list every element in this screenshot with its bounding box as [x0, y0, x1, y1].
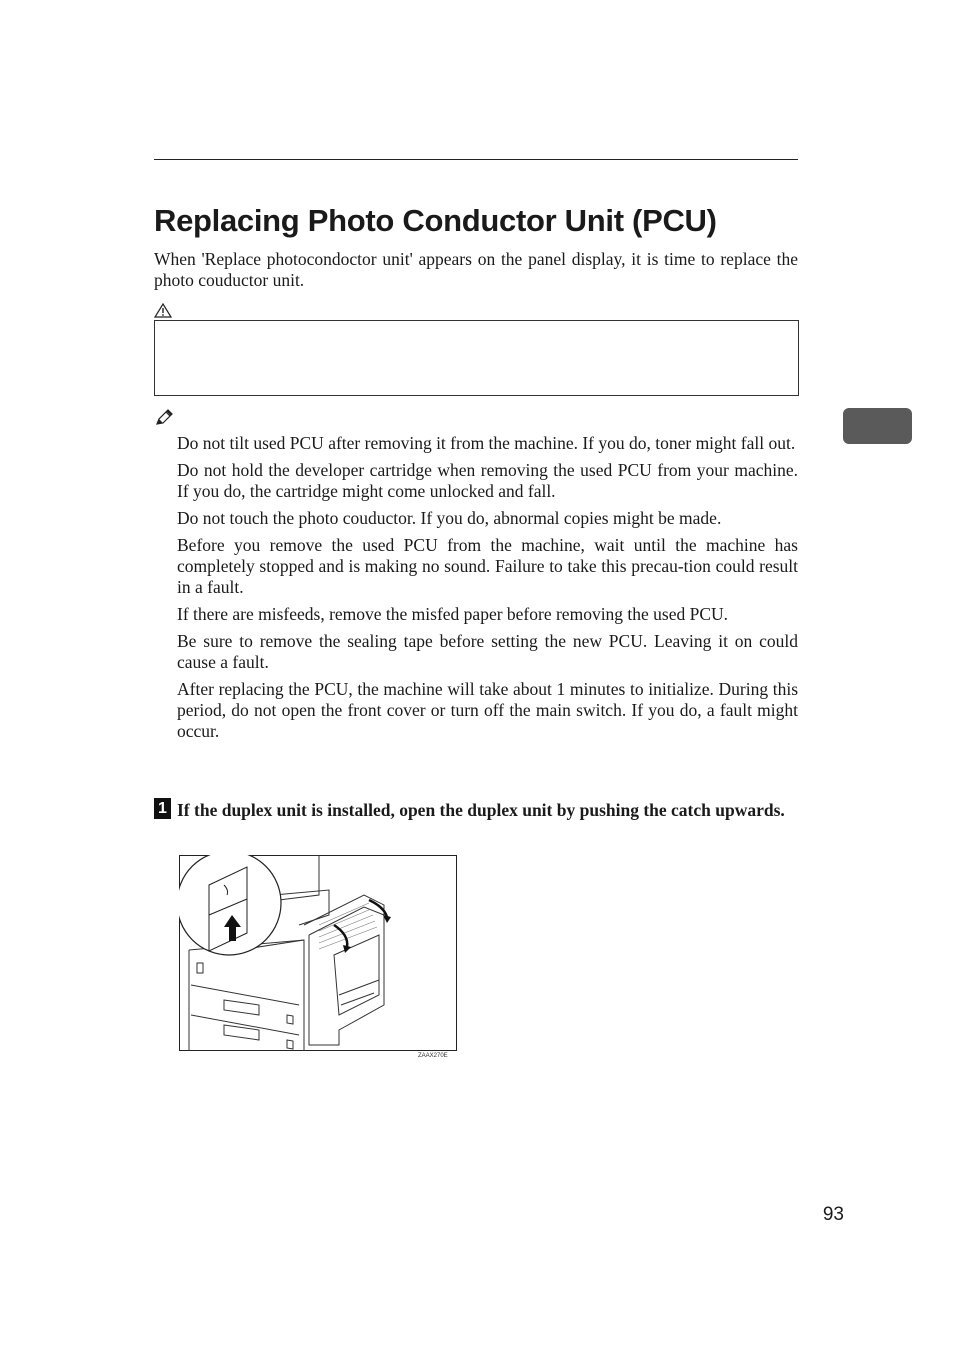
caution-box — [154, 320, 799, 396]
intro-paragraph: When 'Replace photocondoctor unit' appears on the panel display, it is time to replace the photo couductor unit. — [154, 249, 798, 290]
step-number-badge: 1 — [154, 798, 171, 819]
chapter-thumb-tab — [843, 408, 912, 444]
note-item: Do not tilt used PCU after removing it from the machine. If you do, toner might fall out. — [177, 433, 796, 453]
note-item: Do not touch the photo couductor. If you do, abnormal copies might be made. — [177, 508, 722, 528]
figure-code: ZAAX270E — [418, 1053, 448, 1059]
page-number: 93 — [822, 1204, 844, 1225]
header-rule — [154, 159, 798, 160]
note-item: If there are misfeeds, remove the misfed paper before removing the used PCU. — [177, 604, 729, 624]
duplex-unit-illustration — [179, 855, 457, 1051]
step-instruction: If the duplex unit is installed, open the duplex unit by pushing the catch upwards. — [177, 800, 785, 820]
note-item: Before you remove the used PCU from the machine, wait until the machine has completely stopped and is making no sound. Failure to take this precau-tion could result in a fault. — [177, 535, 798, 597]
pencil-note-icon — [154, 408, 174, 428]
note-item: After replacing the PCU, the machine will take about 1 minutes to initialize. During this period, do not open the front cover or turn off the main switch. If you do, a fault might occur. — [177, 679, 798, 741]
note-item: Be sure to remove the sealing tape before setting the new PCU. Leaving it on could cause a fault. — [177, 631, 798, 672]
notes-list — [177, 433, 798, 748]
page-title: Replacing Photo Conductor Unit (PCU) — [154, 202, 717, 238]
warning-triangle-icon — [154, 303, 172, 318]
note-item: Do not hold the developer cartridge when removing the used PCU from your machine. If you do, the cartridge might come unlocked and fall. — [177, 460, 798, 501]
